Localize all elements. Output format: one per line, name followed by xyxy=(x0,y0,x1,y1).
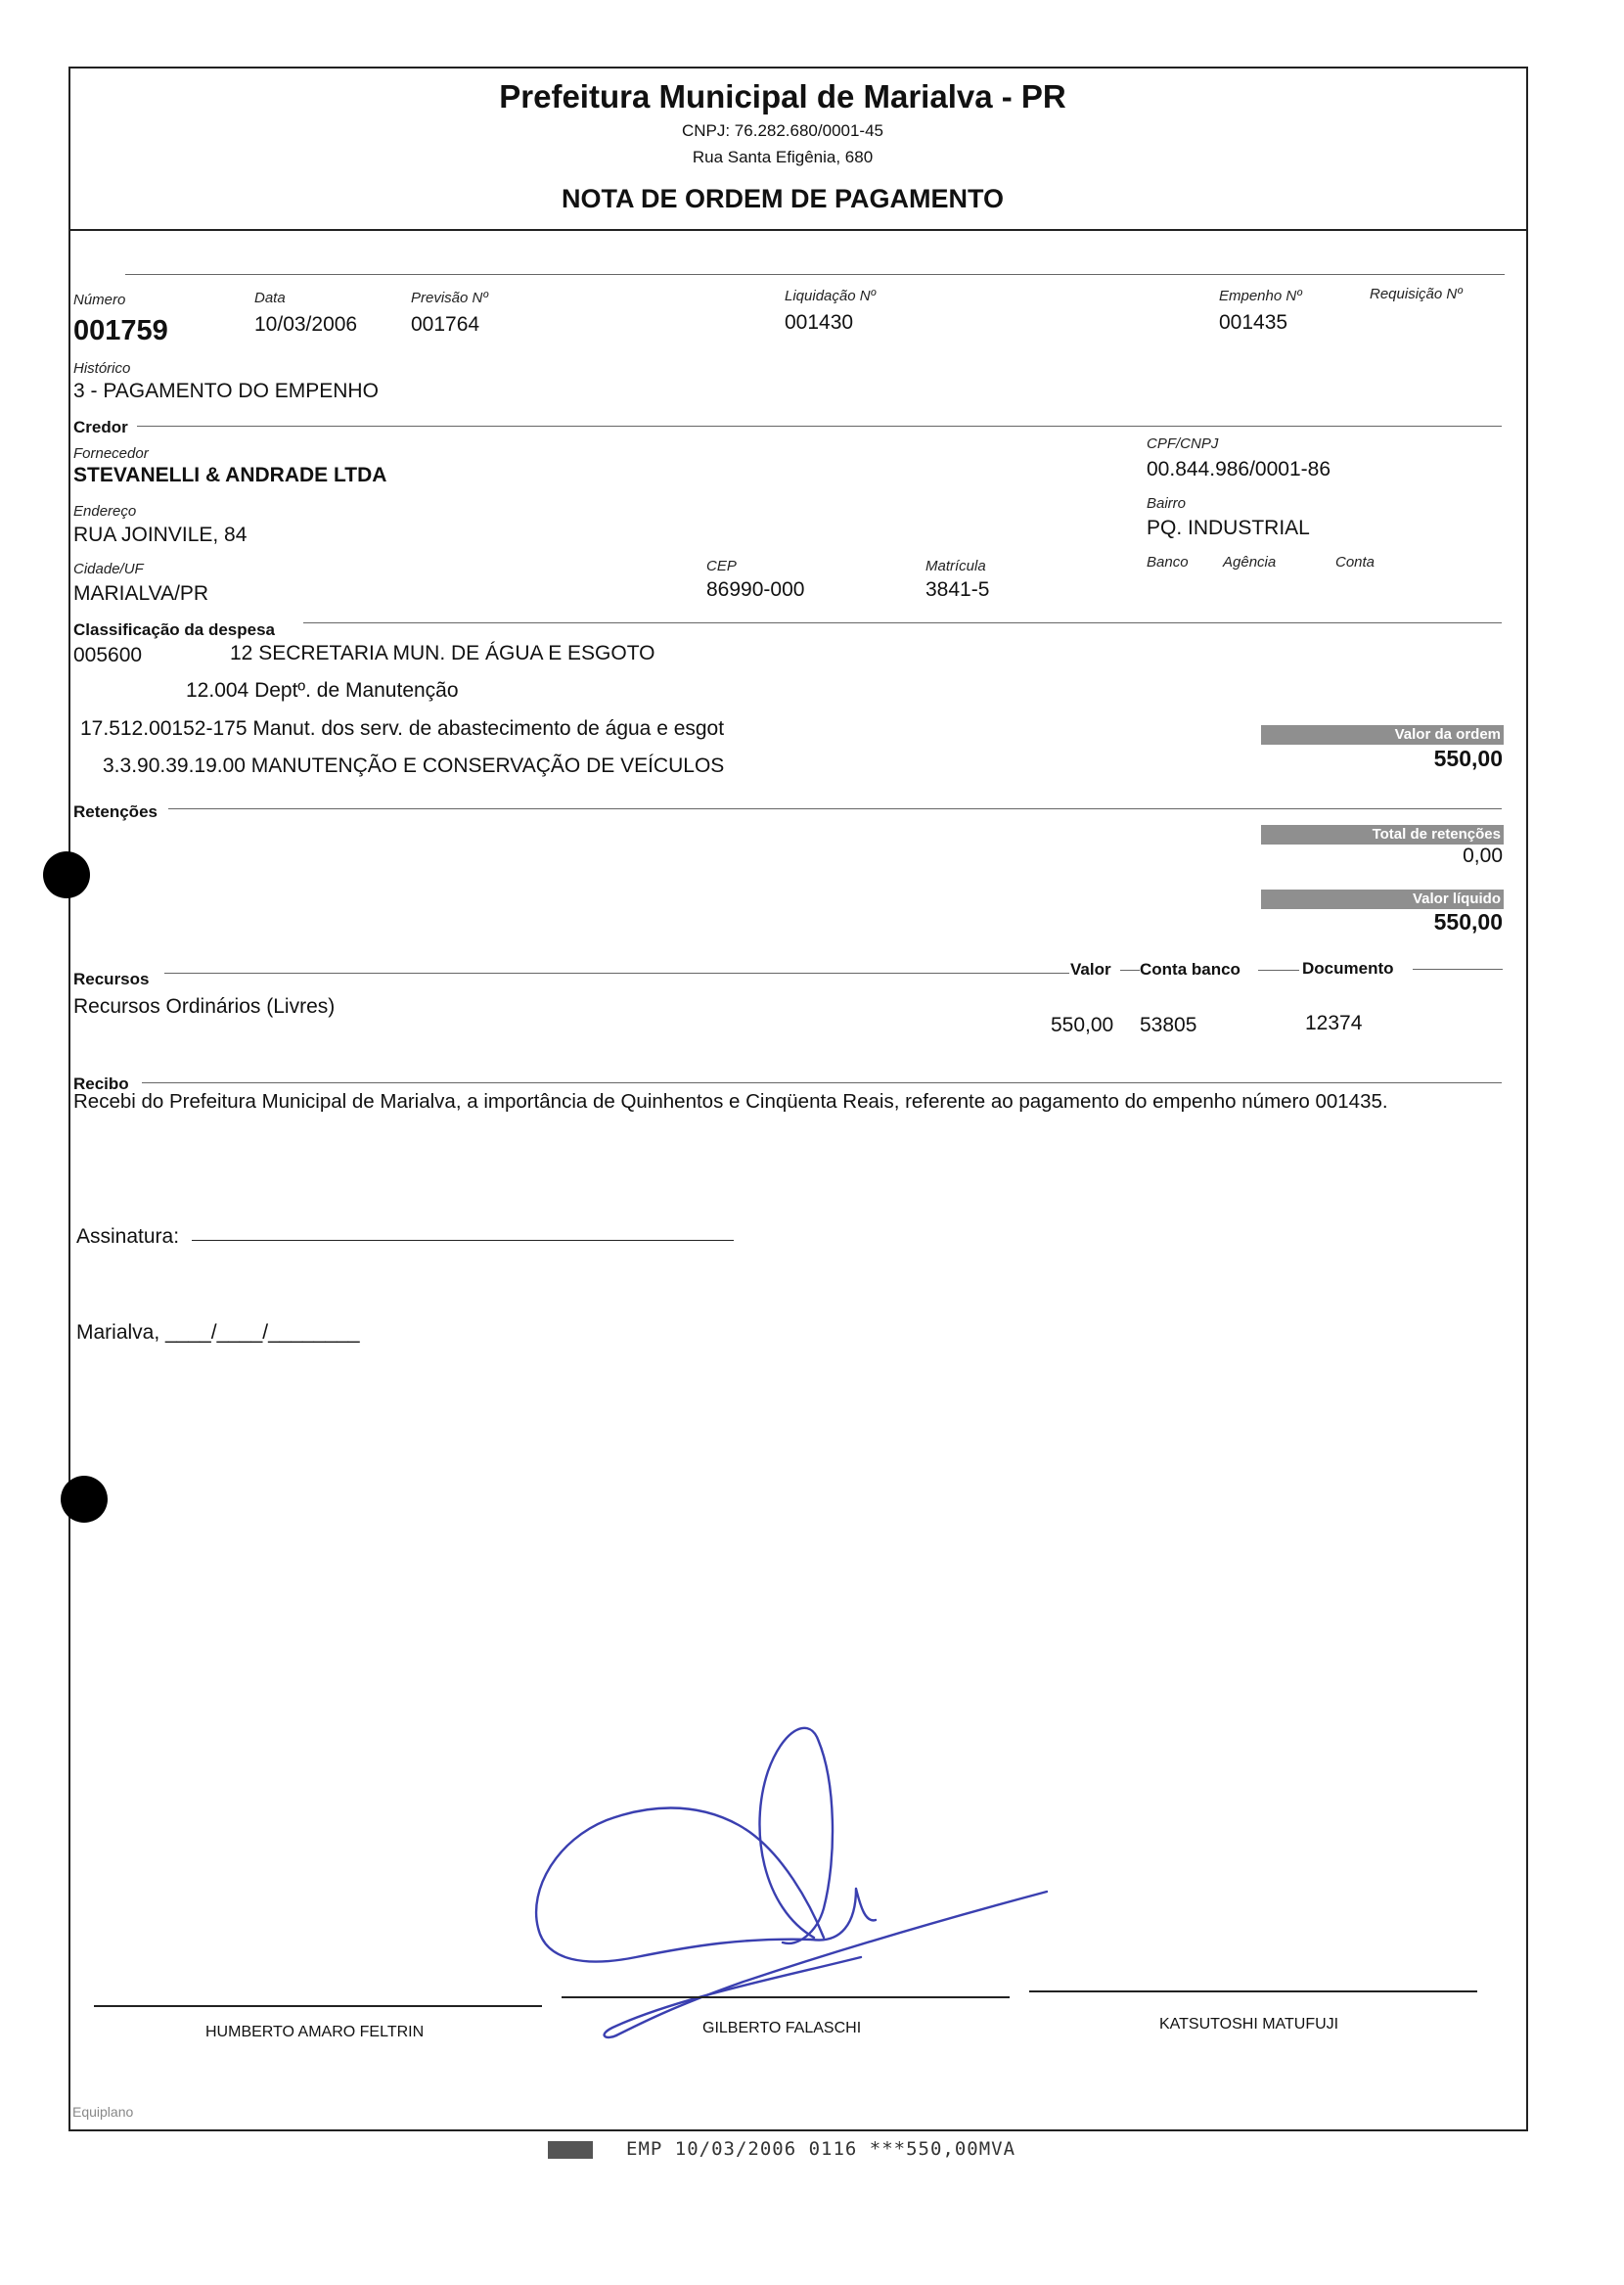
retencoes-section-title: Retenções xyxy=(73,802,158,821)
software-brand: Equiplano xyxy=(72,2104,134,2120)
total-retencoes-label: Total de retenções xyxy=(1261,825,1504,845)
bairro-value: PQ. INDUSTRIAL xyxy=(1147,517,1310,539)
credor-section-title: Credor xyxy=(73,418,128,436)
historico-value: 3 - PAGAMENTO DO EMPENHO xyxy=(73,380,379,402)
classificacao-line1: 12 SECRETARIA MUN. DE ÁGUA E ESGOTO xyxy=(230,642,655,664)
punch-hole xyxy=(43,851,90,898)
empenho-label: Empenho Nº xyxy=(1219,288,1302,304)
empenho-value: 001435 xyxy=(1219,311,1288,334)
valor-ordem-label: Valor da ordem xyxy=(1261,725,1504,745)
previsao-value: 001764 xyxy=(411,313,480,336)
recibo-rule xyxy=(142,1082,1502,1083)
assinatura-label: Assinatura: xyxy=(76,1225,180,1248)
conta-label: Conta xyxy=(1335,554,1376,571)
previsao-label: Previsão Nº xyxy=(411,290,488,306)
recursos-documento: 12374 xyxy=(1305,1012,1363,1034)
classificacao-line3: 17.512.00152-175 Manut. dos serv. de abastecimento de água e esgot xyxy=(80,717,725,740)
recursos-documento-label: Documento xyxy=(1302,959,1394,978)
recursos-rule-4 xyxy=(1413,969,1503,970)
retencoes-rule xyxy=(168,808,1502,809)
classificacao-line2: 12.004 Deptº. de Manutenção xyxy=(186,679,459,702)
numero-label: Número xyxy=(73,292,126,308)
signatory-2-name: GILBERTO FALASCHI xyxy=(702,2020,862,2036)
liquidacao-value: 001430 xyxy=(785,311,854,334)
recursos-conta-label: Conta banco xyxy=(1140,960,1241,979)
handwritten-signature xyxy=(519,1713,1066,2045)
cpf-label: CPF/CNPJ xyxy=(1147,435,1219,452)
liquidacao-label: Liquidação Nº xyxy=(785,288,877,304)
recibo-text: Recebi do Prefeitura Municipal de Marialva, a importância de Quinhentos e Cinqüenta Reais, referente ao pagamento do empenho número 001435. xyxy=(73,1090,1388,1113)
local-data-line: Marialva, ____/____/________ xyxy=(76,1321,360,1344)
cidade-label: Cidade/UF xyxy=(73,561,144,577)
order-top-rule xyxy=(125,274,1505,275)
page-title: Prefeitura Municipal de Marialva - PR xyxy=(499,78,1066,114)
valor-liquido-value: 550,00 xyxy=(1433,909,1503,935)
requisicao-label: Requisição Nº xyxy=(1370,286,1463,302)
recursos-rule-3 xyxy=(1258,970,1299,971)
recursos-rule-2 xyxy=(1120,970,1140,971)
matricula-value: 3841-5 xyxy=(925,578,990,601)
cnpj-text: CNPJ: 76.282.680/0001-45 xyxy=(681,121,884,140)
valor-liquido-label: Valor líquido xyxy=(1261,890,1504,909)
valor-ordem-value: 550,00 xyxy=(1433,746,1503,771)
matricula-label: Matrícula xyxy=(925,558,986,574)
numero-value: 001759 xyxy=(73,315,168,346)
recursos-section-title: Recursos xyxy=(73,970,150,988)
classificacao-line4: 3.3.90.39.19.00 MANUTENÇÃO E CONSERVAÇÃO DE VEÍCULOS xyxy=(103,754,725,777)
recursos-rule xyxy=(164,973,1069,974)
recursos-descricao: Recursos Ordinários (Livres) xyxy=(73,995,336,1018)
header-divider xyxy=(68,229,1526,231)
endereco-label: Endereço xyxy=(73,503,137,520)
signature-line-2 xyxy=(562,1996,1010,1998)
assinatura-line xyxy=(192,1240,734,1241)
recursos-valor-label: Valor xyxy=(1070,960,1111,979)
bank-stamp-text: EMP 10/03/2006 0116 ***550,00MVA xyxy=(626,2138,1016,2160)
cep-label: CEP xyxy=(706,558,737,574)
cpf-value: 00.844.986/0001-86 xyxy=(1147,458,1331,480)
bank-stamp-logo xyxy=(548,2141,593,2159)
historico-label: Histórico xyxy=(73,360,131,377)
fornecedor-label: Fornecedor xyxy=(73,445,149,462)
endereco-value: RUA JOINVILE, 84 xyxy=(73,524,248,546)
recursos-valor: 550,00 xyxy=(1051,1014,1114,1036)
signature-line-1 xyxy=(94,2005,542,2007)
credor-rule xyxy=(137,426,1502,427)
total-retencoes-value: 0,00 xyxy=(1463,845,1503,867)
data-label: Data xyxy=(254,290,286,306)
signature-line-3 xyxy=(1029,1990,1477,1992)
document-title: NOTA DE ORDEM DE PAGAMENTO xyxy=(561,184,1004,213)
bairro-label: Bairro xyxy=(1147,495,1187,512)
cidade-value: MARIALVA/PR xyxy=(73,582,209,605)
signatory-3-name: KATSUTOSHI MATUFUJI xyxy=(1159,2016,1339,2033)
address-text: Rua Santa Efigênia, 680 xyxy=(692,148,874,166)
cep-value: 86990-000 xyxy=(706,578,805,601)
signatory-1-name: HUMBERTO AMARO FELTRIN xyxy=(205,2024,425,2040)
punch-hole xyxy=(61,1476,108,1523)
banco-label: Banco xyxy=(1147,554,1189,571)
classificacao-section-title: Classificação da despesa xyxy=(73,620,276,639)
classificacao-rule xyxy=(303,622,1502,623)
agencia-label: Agência xyxy=(1223,554,1277,571)
fornecedor-value: STEVANELLI & ANDRADE LTDA xyxy=(73,464,387,486)
data-value: 10/03/2006 xyxy=(254,313,358,336)
classificacao-code: 005600 xyxy=(73,644,143,666)
recibo-section-title: Recibo xyxy=(73,1074,129,1093)
recursos-conta: 53805 xyxy=(1140,1014,1197,1036)
